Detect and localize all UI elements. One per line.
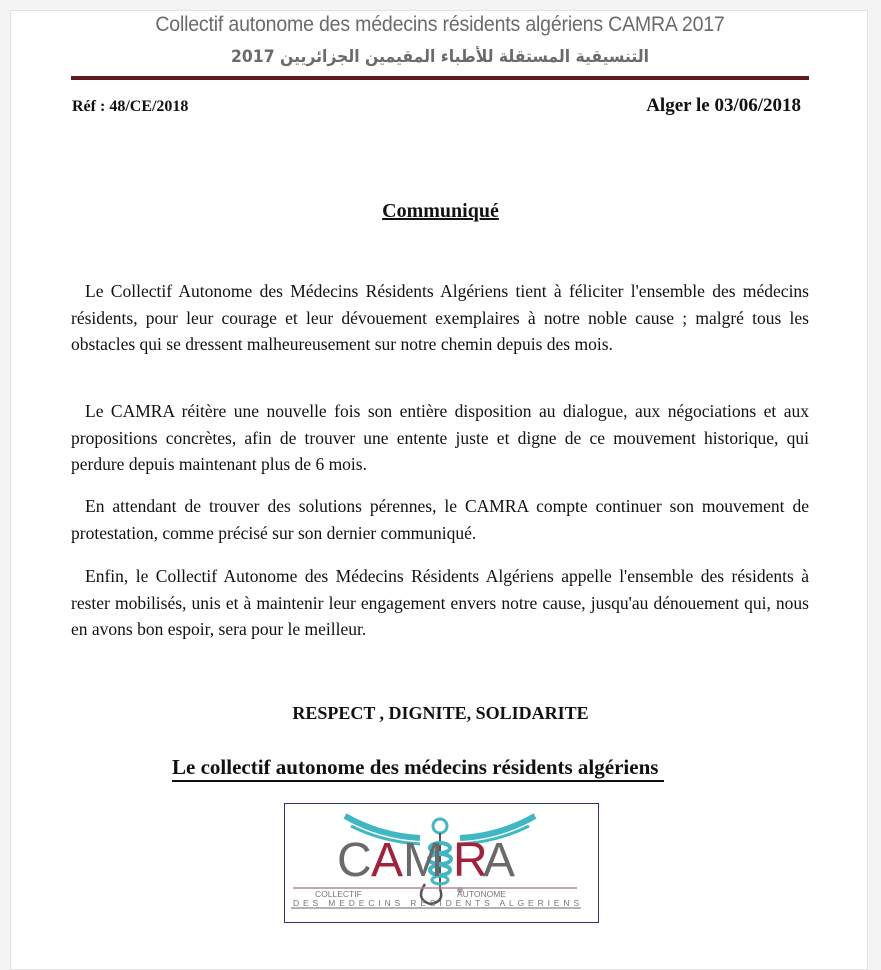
- paragraph-1: Le Collectif Autonome des Médecins Résidents Algériens tient à féliciter l'ensemble des médecins résidents, pour leur courage et leur dévouement exemplaires à notre noble cause ; malgré tous les obstacles qui se dressent malheureusement sur notre chemin depuis des mois.: [71, 281, 809, 354]
- svg-text:C: C: [337, 834, 366, 887]
- document-title: Communiqué: [382, 200, 499, 222]
- header-title-french: Collectif autonome des médecins résidents algériens CAMRA 2017: [155, 13, 725, 36]
- svg-text:A: A: [371, 834, 404, 887]
- svg-text:A: A: [483, 834, 516, 887]
- motto: RESPECT , DIGNITE, SOLIDARITE: [292, 703, 589, 723]
- signature: Le collectif autonome des médecins résidents algériens: [172, 754, 664, 782]
- svg-text:M: M: [403, 834, 443, 887]
- logo-text-medecins: DES MEDECINS RESIDENTS ALGERIENS: [293, 898, 579, 908]
- logo-graphic: [285, 804, 598, 922]
- reference-number: Réf : 48/CE/2018: [72, 98, 189, 115]
- paragraph-2: Le CAMRA réitère une nouvelle fois son entière disposition au dialogue, aux négociations et aux propositions concrètes, afin de trouver une entente juste et digne de ce mouvement historique, qui perdure depuis maintenant plus de 6 mois.: [71, 401, 809, 474]
- place-date: Alger le 03/06/2018: [646, 95, 801, 116]
- paragraph-4: Enfin, le Collectif Autonome des Médecins Résidents Algériens appelle l'ensemble des résidents à rester mobilisés, unis et à maintenir leur engagement envers notre cause, jusqu'au dénouement qui, nous en avons bon espoir, sera pour le meilleur.: [71, 566, 809, 639]
- header-divider: [71, 76, 809, 80]
- svg-text:R: R: [453, 834, 488, 887]
- logo-text-collectif: COLLECTIF: [315, 889, 362, 899]
- header-title-arabic: التنسيقية المستقلة للأطباء المقيمين الجزائريين 2017: [231, 47, 649, 67]
- logo-wordmark: [337, 834, 515, 887]
- logo-text-autonome: AUTONOME: [457, 889, 506, 899]
- camra-logo: [284, 803, 599, 923]
- paragraph-3: En attendant de trouver des solutions pérennes, le CAMRA compte continuer son mouvement de protestation, comme précisé sur son dernier communiqué.: [71, 496, 809, 543]
